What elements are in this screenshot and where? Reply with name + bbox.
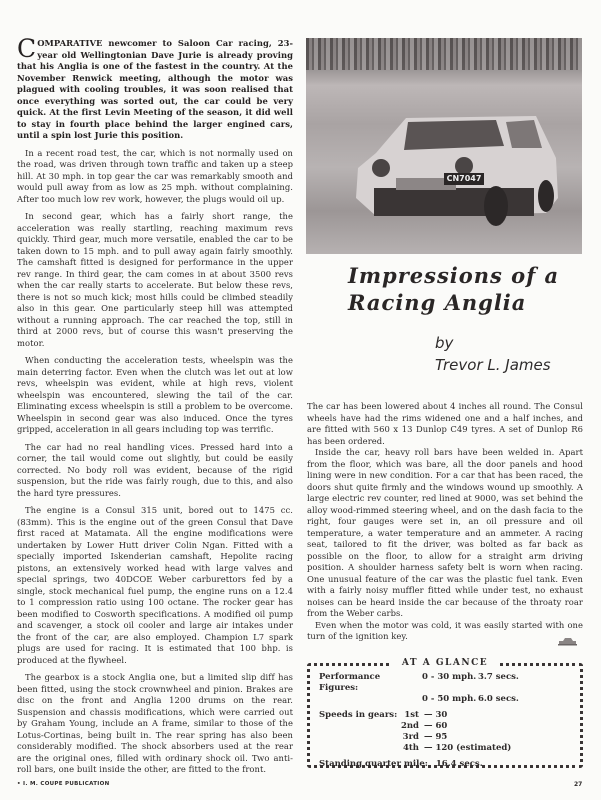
standing-label: Standing quarter mile: — [319, 759, 428, 769]
car-illustration — [346, 98, 561, 228]
car-end-mark-icon — [557, 636, 577, 646]
lead-paragraph: COMPARATIVE newcomer to Saloon Car racing, 23-year old Wellingtonian Dave Jurie is already proving that his Anglia is one of the fastest in the country. At the November Renwick meeting, although the motor was plagued with cooling troubles, it was soon realised that once everything was sorted out, the car could be very quick. At the first Levin Meeting of the season, it did well to stay in fourth place behind the larger engined cars, until a spin lost Jurie this position. — [17, 34, 293, 140]
performance-row: 0 - 50 mph. 6.0 secs. — [422, 694, 519, 704]
gear-speeds — [319, 710, 573, 754]
right-column — [307, 401, 583, 643]
body-paragraph: The car has been lowered about 4 inches all round. The Consul wheels have had the rims widened one and a half inches, and are fitted with 560 x 13 Dunlop C49 tyres. A set of Dunlop R6 has been ordered. — [307, 401, 583, 446]
article-title: Impressions of a Racing Anglia — [348, 263, 560, 315]
gear-row: 2nd — 60 — [400, 721, 448, 731]
body-paragraph: Inside the car, heavy roll bars have been welded in. Apart from the floor, which was bare, all the door panels and hood lining were in new condition. For a car that has been raced, the doors shut quite firmly and the windows wound up smoothly. A large electric rev counter, red lined at 9000, was set behind the alloy wood-rimmed steering wheel, and on the dash facia to the right, four gauges were set in, an oil pressure and oil temperature, a water temperature and an ammeter. A racing seat, tailored to fit the driver, was bolted as far back as possible on the floor, to allow for a straight arm driving position. A shoulder harness safety belt is worn when racing. One unusual feature of the car was the plastic fuel tank. Even with a fairly noisy muffler fitted while under test, no exhaust noises can be heard inside the car because of the throaty roar from the Weber carbs. — [307, 447, 583, 618]
performance-label: Performance Figures: — [319, 672, 381, 693]
body-paragraph: In a recent road test, the car, which is not normally used on the road, was driven through town traffic and taken up a steep hill. At 30 mph. in top gear the car was remarkably smooth and would pull away from as low as 25 mph. without complaining. After too much low rev work, however, the plugs would oil up. — [17, 147, 293, 204]
body-paragraph: The car had no real handling vices. Pressed hard into a corner, the tail would come out slightly, but could be easily corrected. No body roll was evident, because of the rigid suspension, but the ride was fairly rough, due to this, and also the hard tyre pressures. — [17, 441, 293, 498]
publisher-footer: • I. M. COUPE PUBLICATION — [17, 781, 110, 787]
glance-title: AT A GLANCE — [392, 658, 498, 668]
body-paragraph: The engine is a Consul 315 unit, bored out to 1475 cc. (83mm). This is the engine out of the green Consul that Dave first raced at Matamata. All the engine modifications were undertaken by Lower Hutt driver Colin Ngan. Fitted with a specially imported Iskenderian camshaft, Hepolite racing pistons, an extensively worked head with large valves and special springs, two 40DCOE Weber carburettors fed by a single, stock mechanical fuel pump, the engine runs on a 12.4 to 1 compression ratio using 100 octane. The rocker gear has been modified to Cosworth specifications. A modified oil pump and scavenger, a stock oil cooler and large air intakes under the front of the car, are also employed. Champion L7 spark plugs are used for racing. It is estimated that 100 bhp. is produced at the flywheel. — [17, 505, 293, 665]
gear-row: 3rd — 95 — [402, 732, 448, 742]
crowd-background — [306, 38, 582, 70]
article-title-block — [305, 262, 601, 376]
body-paragraph: The gearbox is a stock Anglia one, but a limited slip diff has been fitted, using the stock crownwheel and pinion. Brakes are disc on the front and Anglia 1200 drums on the rear. Suspension and chassis modifications, which were carried out by Graham Young, include an A frame, similar to those of the Lotus-Cortinas, being built in. The rear spring has also been considerably modified. The shock absorbers used at the rear are the original ones, filled with ordinary shock oil. Two anti-roll bars, one built inside the other, are fitted to the front. — [17, 672, 293, 774]
left-column — [17, 34, 293, 782]
byline: by Trevor L. James — [435, 334, 551, 374]
gear-row: 4th — 120 (estimated) — [402, 743, 512, 753]
page-number: 27 — [574, 781, 583, 788]
drop-cap: C — [17, 34, 37, 63]
at-a-glance-box — [307, 658, 583, 768]
racing-anglia-photo — [306, 38, 582, 254]
glance-content — [319, 672, 573, 770]
author-name: Trevor L. James — [435, 356, 551, 374]
gear-row: Speeds in gears: 1st — 30 — [319, 710, 448, 720]
standing-value: 16.4 secs. — [435, 759, 483, 769]
standing-quarter-row — [319, 759, 573, 770]
performance-row: Performance Figures: 0 - 30 mph. 3.7 secs. — [319, 672, 519, 693]
body-paragraph: When conducting the acceleration tests, wheelspin was the main deterring factor. Even when the clutch was let out at low revs, wheelspin was evident, while at high revs, violent wheelspin was encountered, slewing the tail of the car. Eliminating excess wheelspin is still a problem to be overcome. Wheelspin in second gear was also induced. Once the tyres gripped, acceleration in all gears including top was terrific. — [17, 355, 293, 434]
body-paragraph: In second gear, which has a fairly short range, the acceleration was really startling, reaching maximum revs quickly. Third gear, much more versatile, enabled the car to be taken down to 15 mph. and to pull away again fairly smoothly. The camshaft fitted is designed for performance in the upper rev range. In third gear, the cam comes in at about 3500 revs when the car really starts to accelerate. But below these revs, there is not so much kick; most hills could be climbed steadily also in this gear. One particularly steep hill was attempted without a running approach. The car reached the top, still in third at 2000 revs, but of course this wasn't preserving the motor. — [17, 211, 293, 348]
body-paragraph: Even when the motor was cold, it was easily started with one turn of the ignition key. — [307, 619, 583, 641]
speeds-label: Speeds in gears: — [319, 710, 398, 720]
licence-plate: CN7047 — [444, 173, 484, 185]
